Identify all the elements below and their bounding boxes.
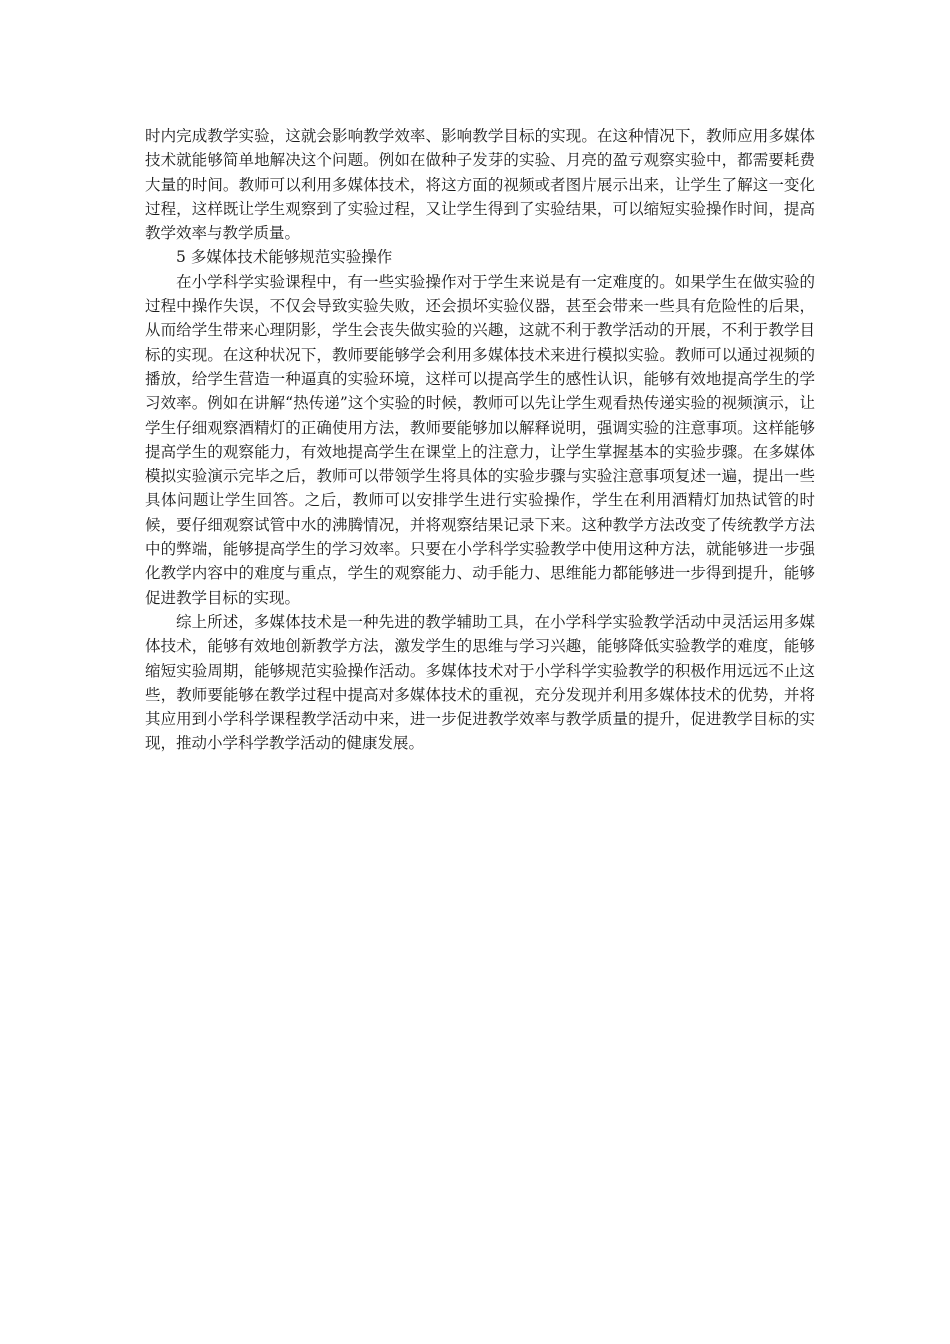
document-page	[145, 124, 815, 756]
paragraph-conclusion: 综上所述，多媒体技术是一种先进的教学辅助工具，在小学科学实验教学活动中灵活运用多媒体技术，能够有效地创新教学方法，激发学生的思维与学习兴趣，能够降低实验教学的难度，能够缩短实验周期，能够规范实验操作活动。多媒体技术对于小学科学实验教学的积极作用远远不止这些，教师要能够在教学过程中提高对多媒体技术的重视，充分发现并利用多媒体技术的优势，并将其应用到小学科学课程教学活动中来，进一步促进教学效率与教学质量的提升，促进教学目标的实现，推动小学科学教学活动的健康发展。	[145, 612, 815, 753]
paragraph-continuation: 时内完成教学实验，这就会影响教学效率、影响教学目标的实现。在这种情况下，教师应用多媒体技术就能够简单地解决这个问题。例如在做种子发芽的实验、月亮的盈亏观察实验中，都需要耗费大量的时间。教师可以利用多媒体技术，将这方面的视频或者图片展示出来，让学生了解这一变化过程，这样既让学生观察到了实验过程，又让学生得到了实验结果，可以缩短实验操作时间，提高教学效率与教学质量。	[145, 127, 815, 243]
paragraph-body: 在小学科学实验课程中，有一些实验操作对于学生来说是有一定难度的。如果学生在做实验的过程中操作失误，不仅会导致实验失败，还会损坏实验仪器，甚至会带来一些具有危险性的后果，从而给学生带来心理阴影，学生会丧失做实验的兴趣，这就不利于教学活动的开展，不利于教学目标的实现。在这种状况下，教师要能够学会利用多媒体技术来进行模拟实验。教师可以通过视频的播放，给学生营造一种逼真的实验环境，这样可以提高学生的感性认识，能够有效地提高学生的学习效率。例如在讲解“热传递”这个实验的时候，教师可以先让学生观看热传递实验的视频演示，让学生仔细观察酒精灯的正确使用方法，教师要能够加以解释说明，强调实验的注意事项。这样能够提高学生的观察能力，有效地提高学生在课堂上的注意力，让学生掌握基本的实验步骤。在多媒体模拟实验演示完毕之后，教师可以带领学生将具体的实验步骤与实验注意事项复述一遍，提出一些具体问题让学生回答。之后，教师可以安排学生进行实验操作，学生在利用酒精灯加热试管的时候，要仔细观察试管中水的沸腾情况，并将观察结果记录下来。这种教学方法改变了传统教学方法中的弊端，能够提高学生的学习效率。只要在小学科学实验教学中使用这种方法，就能够进一步强化教学内容中的难度与重点，学生的观察能力、动手能力、思维能力都能够进一步得到提升，能够促进教学目标的实现。	[145, 272, 815, 607]
section-heading: 5 多媒体技术能够规范实验操作	[176, 248, 393, 267]
